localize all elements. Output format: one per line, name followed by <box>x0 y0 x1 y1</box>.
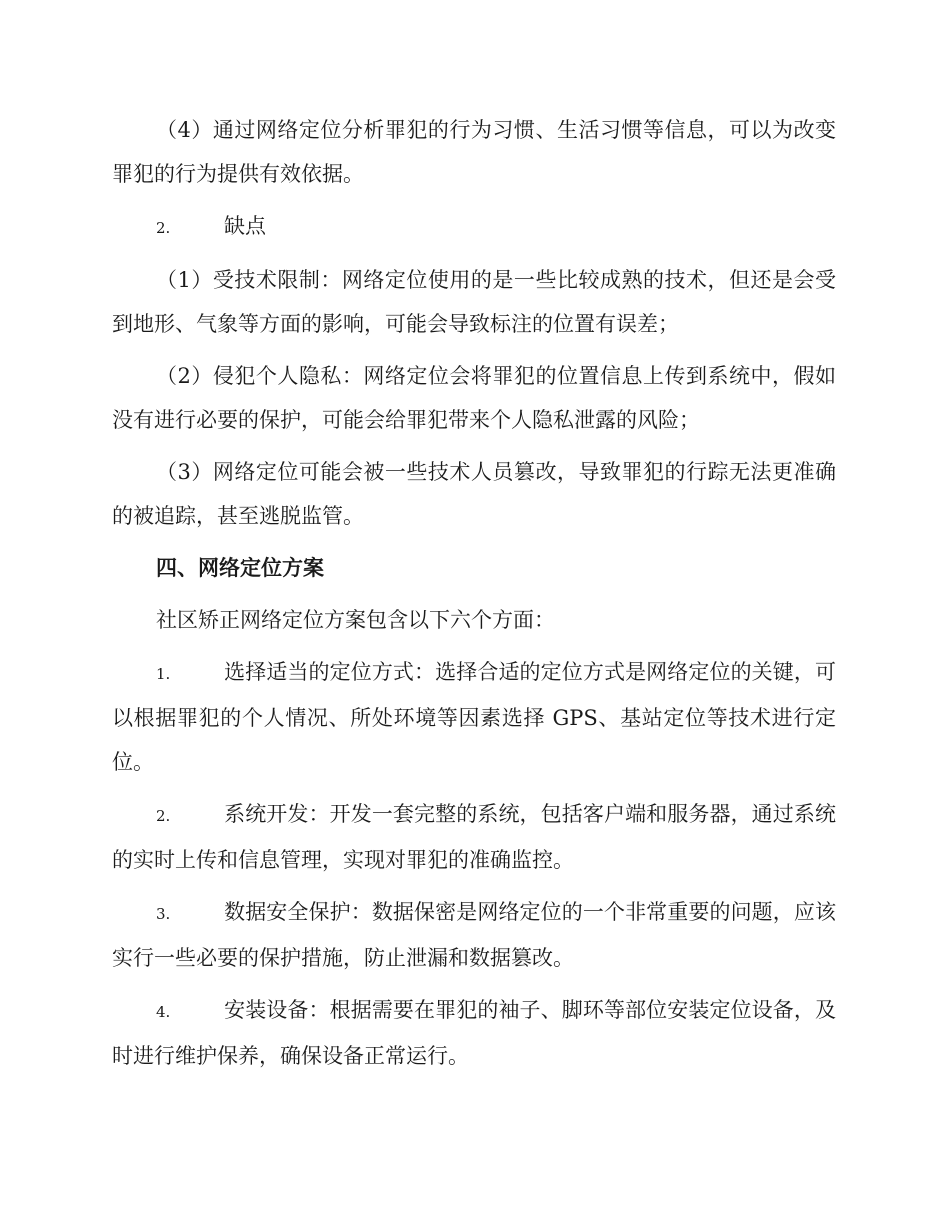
section-intro: 社区矫正网络定位方案包含以下六个方面： <box>156 608 555 632</box>
paragraph-disadvantage-3: （3）网络定位可能会被一些技术人员篡改，导致罪犯的行踪无法更准确的被追踪，甚至逃脱监管。 <box>112 460 836 528</box>
plan-item-2 <box>112 792 836 882</box>
list-item-text: 系统开发：开发一套完整的系统，包括客户端和服务器，通过系统的实时上传和信息管理，实现对罪犯的准确监控。 <box>112 802 836 872</box>
list-number: 1. <box>156 665 171 683</box>
plan-item-4 <box>112 988 836 1078</box>
plan-item-3 <box>112 890 836 980</box>
list-item-text: 选择适当的定位方式：选择合适的定位方式是网络定位的关键，可以根据罪犯的个人情况、所处环境等因素选择 GPS、基站定位等技术进行定位。 <box>112 660 836 774</box>
paragraph-disadvantage-2: （2）侵犯个人隐私：网络定位会将罪犯的位置信息上传到系统中，假如没有进行必要的保护，可能会给罪犯带来个人隐私泄露的风险； <box>112 364 836 432</box>
subheading-text: 缺点 <box>224 214 266 238</box>
list-number: 2. <box>156 219 171 237</box>
document-page <box>112 108 836 1086</box>
list-item-text: 安装设备：根据需要在罪犯的袖子、脚环等部位安装定位设备，及时进行维护保养，确保设备正常运行。 <box>112 998 836 1068</box>
section-heading: 四、网络定位方案 <box>156 555 324 580</box>
list-number: 2. <box>156 807 171 825</box>
paragraph-disadvantage-1: （1）受技术限制：网络定位使用的是一些比较成熟的技术，但还是会受到地形、气象等方面的影响，可能会导致标注的位置有误差； <box>112 268 836 336</box>
paragraph-advantage-4: （4）通过网络定位分析罪犯的行为习惯、生活习惯等信息，可以为改变罪犯的行为提供有效依据。 <box>112 118 836 186</box>
list-item-text: 数据安全保护：数据保密是网络定位的一个非常重要的问题，应该实行一些必要的保护措施，防止泄漏和数据篡改。 <box>112 900 836 970</box>
list-number: 4. <box>156 1003 171 1021</box>
plan-item-1 <box>112 650 836 784</box>
list-number: 3. <box>156 905 171 923</box>
disadvantages-subheading <box>112 204 836 250</box>
